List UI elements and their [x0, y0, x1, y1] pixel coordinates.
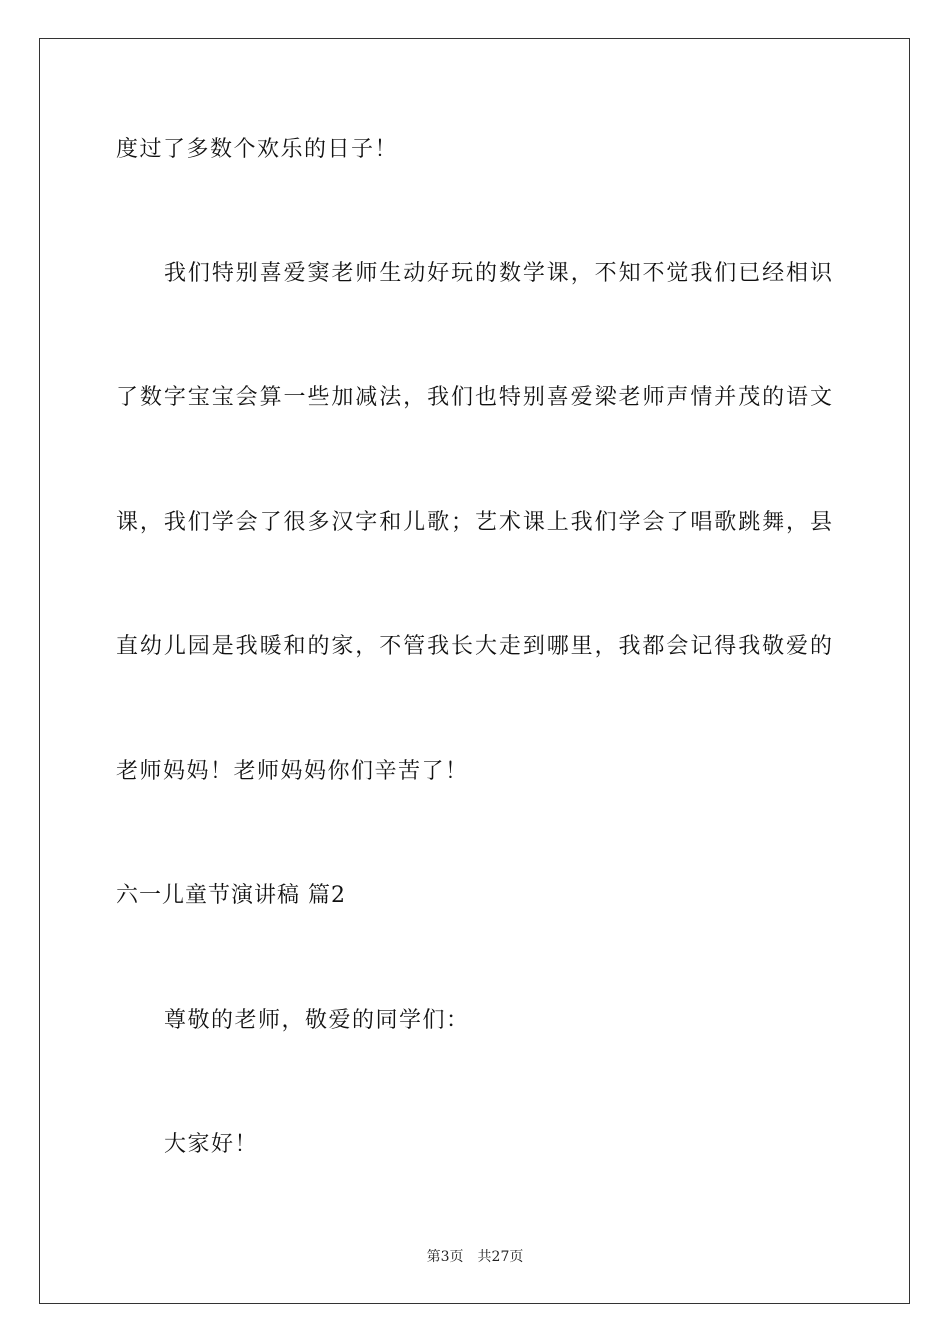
page-border — [39, 38, 910, 1304]
paragraph-line-6: 老师妈妈！老师妈妈你们辛苦了！ — [116, 759, 469, 784]
paragraph-line-5: 直幼儿园是我暖和的家，不管我长大走到哪里，我都会记得我敬爱的 — [116, 634, 832, 659]
section-heading: 六一儿童节演讲稿 篇2 — [116, 883, 346, 908]
paragraph-line-3: 了数字宝宝会算一些加减法，我们也特别喜爱梁老师声情并茂的语文 — [116, 385, 832, 410]
paragraph-line-1: 度过了多数个欢乐的日子！ — [116, 137, 399, 162]
page-footer — [0, 1248, 950, 1266]
paragraph-line-4: 课，我们学会了很多汉字和儿歌；艺术课上我们学会了唱歌跳舞，县 — [116, 510, 832, 535]
greeting: 大家好！ — [164, 1132, 259, 1157]
page-total: 共27页 — [477, 1249, 524, 1265]
salutation: 尊敬的老师，敬爱的同学们： — [164, 1008, 470, 1033]
page-number: 第3页 — [426, 1249, 464, 1265]
paragraph-line-2: 我们特别喜爱窦老师生动好玩的数学课，不知不觉我们已经相识 — [164, 261, 832, 286]
